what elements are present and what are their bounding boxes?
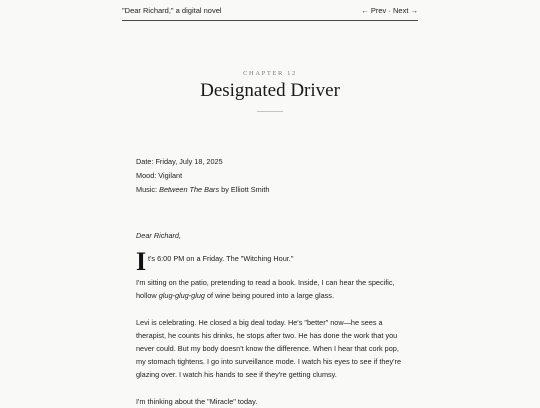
drop-cap: I: [136, 247, 147, 277]
first-paragraph: [136, 247, 406, 277]
meta-mood: Mood: Vigilant: [136, 171, 183, 180]
nav-separator: ·: [388, 6, 391, 15]
meta-music: [136, 183, 269, 197]
letter-body: [136, 229, 406, 408]
chapter-nav: [361, 5, 418, 17]
meta-date: Date: Friday, July 18, 2025: [136, 157, 223, 166]
title-divider: [257, 111, 283, 112]
header-rule: [122, 20, 418, 21]
chapter-label: CHAPTER 12: [243, 70, 297, 77]
meta-music-title: Between The Bars: [159, 185, 220, 194]
paragraph-levi: Levi is celebrating. He closed a big deal today. He's "better" now—he sees a therapist, he counts his drinks, he stops after two. He has done the work that you never could. But my body doesn't know the difference. When I hear that cork pop, my stomach tightens. I go into surveillance mode. I watch his eyes to see if they're glazing over. I watch his hands to see if they're getting clumsy.: [136, 317, 402, 380]
salutation: Dear Richard,: [136, 231, 182, 240]
next-link[interactable]: Next →: [392, 6, 418, 15]
paragraph-patio-b: of wine being poured into a large glass.: [204, 291, 334, 301]
top-bar: [122, 5, 418, 21]
paragraph-patio: [136, 276, 406, 302]
site-title: "Dear Richard," a digital novel: [122, 6, 222, 15]
paragraph-patio-emphasis: glug-glug-glug: [158, 291, 205, 301]
entry-meta: [136, 155, 269, 197]
chapter-title: Designated Driver: [200, 80, 340, 101]
meta-music-suffix: by Elliott Smith: [219, 185, 270, 194]
paragraph-miracle: I'm thinking about the "Miracle" today.: [136, 396, 258, 406]
paragraph-patio-a: I'm sitting on the patio, pretending to read a book. Inside, I can hear the specific, hollow: [136, 278, 395, 301]
prev-link[interactable]: ← Prev: [361, 6, 387, 15]
first-line: t's 6:00 PM on a Friday. The "Witching Hour.": [148, 254, 294, 264]
meta-music-prefix: Music:: [136, 185, 160, 194]
